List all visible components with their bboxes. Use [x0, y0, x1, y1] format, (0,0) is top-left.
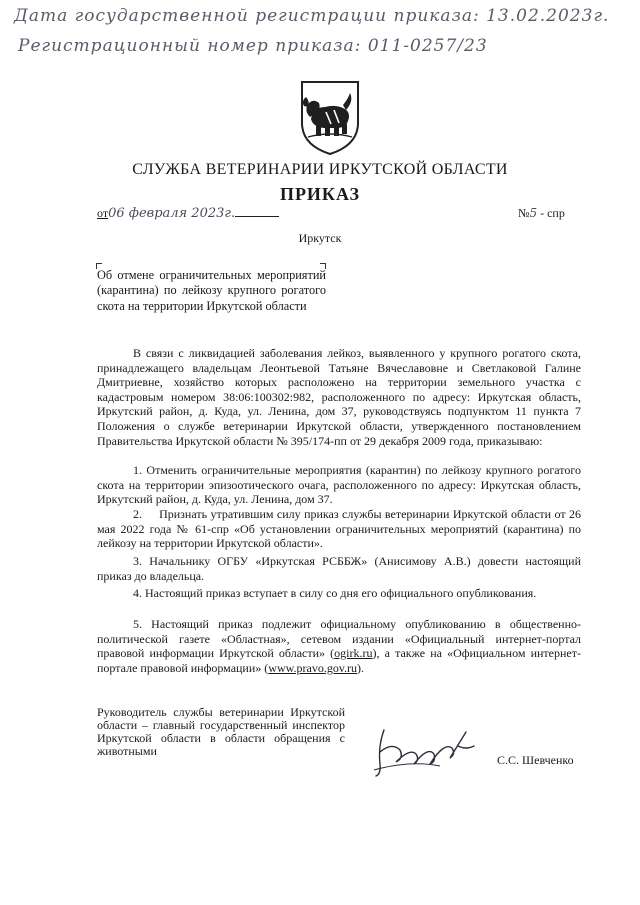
order-number-value: 5 — [529, 206, 538, 220]
signatory-name: С.С. Шевченко — [497, 753, 574, 767]
date-underline — [235, 216, 279, 217]
order-item-2: 2. Признать утратившим силу приказ службы ветеринарии Иркутской области от 26 мая 2022 года № 61-спр «Об установлении ограничительных мероприятий (карантина) по лейкозу на территории Иркутской области». — [97, 507, 581, 551]
irkutsk-coat-of-arms-icon — [298, 79, 362, 157]
order-number-line — [518, 206, 565, 221]
order-item-1: 1. Отменить ограничительные мероприятия (карантин) по лейкозу крупного рогатого скота на территории эпизоотического очага, расположенного по адресу: Иркутская область, Иркутский район, д. Куда, ул. Ленина, дом 37. — [97, 463, 581, 507]
body-intro-paragraph: В связи с ликвидацией заболевания лейкоз, выявленного у крупного рогатого скота, принадлежащего владельцам Леонтьевой Татьяне Вячеславовне и Светлаковой Галине Дмитриевне, хозяйство которых расположено на территории земельного участка с кадастровым номером 38:06:100302:982, расположенного по адресу: Иркутская область, Иркутский район, д. Куда, ул. Ленина, дом 37, руководствуясь подпунктом 11 пункта 7 Положения о службе ветеринарии Иркутской области, утвержденного постановлением Правительства Иркутской области № 395/174-пп от 29 декабря 2009 года, приказываю: — [97, 346, 581, 448]
item5-text-a: 5. Настоящий приказ подлежит официальному опубликованию в общественно-политической газете «Областная», сетевом издании «Официальный интернет-портал правовой информации Иркутской области» ( — [97, 617, 581, 661]
date-prefix: от — [97, 206, 109, 220]
order-item-5 — [97, 617, 581, 675]
number-prefix: № — [518, 206, 530, 220]
organization-name: СЛУЖБА ВЕТЕРИНАРИИ ИРКУТСКОЙ ОБЛАСТИ — [132, 161, 508, 178]
order-item-4: 4. Настоящий приказ вступает в силу со дня его официального опубликования. — [133, 586, 537, 600]
document-type-title: ПРИКАЗ — [279, 184, 361, 204]
handwritten-signature — [370, 724, 482, 780]
ogirk-link[interactable]: ogirk.ru — [334, 646, 373, 661]
order-date-line — [97, 206, 279, 221]
item5-text-c: ). — [357, 660, 365, 675]
item5-text-b: ), а также на «Официальном интернет-портале правовой информации» ( — [97, 646, 581, 675]
order-item-3: 3. Начальнику ОГБУ «Иркутская РСББЖ» (Анисимову А.В.) довести настоящий приказ до владельца. — [97, 554, 581, 583]
handwritten-registration-number: Регистрационный номер приказа: 011-0257/23 — [18, 36, 488, 56]
number-suffix: - спр — [540, 206, 565, 220]
handwritten-registration-date: Дата государственной регистрации приказа: 13.02.2023г. — [14, 6, 610, 26]
pravo-gov-link[interactable]: www.pravo.gov.ru — [268, 660, 358, 675]
order-subject: Об отмене ограничительных мероприятий (карантина) по лейкозу крупного рогатого скота на территории Иркутской области — [97, 268, 326, 313]
city-name: Иркутск — [298, 231, 342, 245]
order-date-value: 06 февраля 2023г. — [108, 206, 236, 221]
signatory-position: Руководитель службы ветеринарии Иркутской области – главный государственный инспектор Иркутской области в области обращения с животными — [97, 705, 345, 758]
